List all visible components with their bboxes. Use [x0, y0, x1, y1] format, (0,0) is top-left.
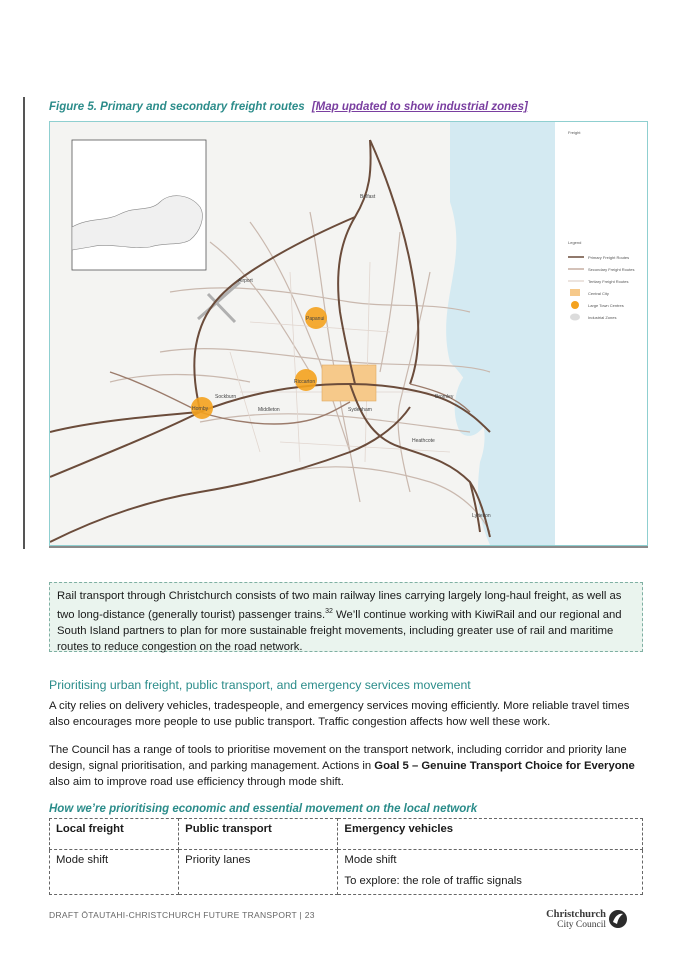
- section-heading: Prioritising urban freight, public transport, and emergency services movement: [49, 678, 471, 692]
- cell-emergency-vehicles: [338, 850, 643, 895]
- legend-panel: [555, 122, 647, 545]
- paragraph-2: [49, 742, 649, 790]
- header-local-freight: Local freight: [50, 819, 179, 850]
- cell-local-freight: Mode shift: [50, 850, 179, 895]
- place-label-hornby: Hornby: [192, 406, 209, 412]
- figure-title: Figure 5. Primary and secondary freight routes: [49, 101, 305, 113]
- place-label-papanui: Papanui: [306, 316, 325, 322]
- callout-text-start: Rail transport through Christchurch consists of two main railway lines carrying largely long-haul freight, as well as two long-distance (generally tourist) passenger trains.: [57, 590, 622, 621]
- tertiary-routes: [230, 262, 450, 462]
- cell-emergency-line-1: Mode shift: [344, 854, 397, 866]
- place-label-sydenham: Sydenham: [348, 407, 372, 413]
- table-caption: How we’re prioritising economic and essential movement on the local network: [49, 803, 478, 815]
- paragraph-2-start: The Council has a range of tools to prioritise movement on the transport network, including corridor and priority lane design, signal prioritisation, and parking management. Actions in: [49, 744, 627, 772]
- place-label-heathcote: Heathcote: [412, 438, 435, 444]
- figure-divider: [49, 546, 648, 548]
- freight-map-svg: [50, 122, 647, 545]
- callout-text-end: We’ll continue working with KiwiRail and our regional and South Island partners to plan for more sustainable freight movements, including greater use of rail and maritime routes to reduce congestion on the road network.: [57, 608, 622, 653]
- figure-caption: [49, 101, 528, 113]
- legend-swatch-industrial: [570, 314, 580, 321]
- paragraph-2-end: also aim to improve road use efficiency through mode shift.: [49, 776, 344, 788]
- footnote-marker[interactable]: 32: [325, 608, 333, 615]
- paragraph-1: A city relies on delivery vehicles, tradespeople, and emergency services moving efficiently. More reliable travel times also encourages more people to use public transport. Traffic congestion affects how well these work.: [49, 700, 630, 728]
- logo-line-2: City Council: [557, 920, 606, 930]
- legend-item-primary: Primary Freight Routes: [588, 255, 630, 260]
- sea-area: [446, 122, 555, 545]
- place-label-lyttelton: Lyttelton: [472, 513, 491, 519]
- legend-item-secondary: Secondary Freight Routes: [588, 267, 635, 272]
- place-label-airport: Airport: [238, 278, 253, 284]
- page-footer: DRAFT ŌTAUTAHI-CHRISTCHURCH FUTURE TRANSPORT | 23: [49, 910, 315, 920]
- legend-item-town-centres: Large Town Centres: [588, 303, 624, 308]
- figure-update-note[interactable]: [Map updated to show industrial zones]: [311, 101, 528, 113]
- council-logo: [530, 905, 630, 933]
- goal-5-reference: Goal 5 – Genuine Transport Choice for Everyone: [374, 760, 635, 772]
- legend-title: Legend: [568, 240, 582, 245]
- rail-callout-box: [49, 582, 643, 652]
- header-emergency-vehicles: Emergency vehicles: [338, 819, 643, 850]
- place-label-bromley: Bromley: [435, 394, 454, 400]
- header-public-transport: Public transport: [179, 819, 338, 850]
- priority-table: [49, 818, 643, 895]
- central-city-zone: [322, 365, 376, 401]
- legend-item-central-city: Central City: [588, 291, 609, 296]
- legend-swatch-town-centres: [571, 301, 579, 309]
- legend-item-industrial: Industrial Zones: [588, 315, 617, 320]
- place-label-riccarton: Riccarton: [294, 379, 316, 385]
- legend-item-tertiary: Tertiary Freight Routes: [588, 279, 629, 284]
- cell-emergency-line-2: To explore: the role of traffic signals: [344, 875, 522, 887]
- table-row: [50, 850, 643, 895]
- council-emblem-icon: [608, 908, 628, 930]
- place-label-sockburn: Sockburn: [215, 394, 237, 400]
- place-label-belfast: Belfast: [360, 194, 376, 200]
- cell-public-transport: Priority lanes: [179, 850, 338, 895]
- legend-panel-title: Freight: [568, 130, 581, 135]
- change-bar: [23, 97, 25, 549]
- logo-line-1: Christchurch: [546, 909, 606, 920]
- freight-map: [49, 121, 648, 546]
- table-header-row: [50, 819, 643, 850]
- legend-swatch-central-city: [570, 289, 580, 296]
- place-label-middleton: Middleton: [258, 407, 280, 413]
